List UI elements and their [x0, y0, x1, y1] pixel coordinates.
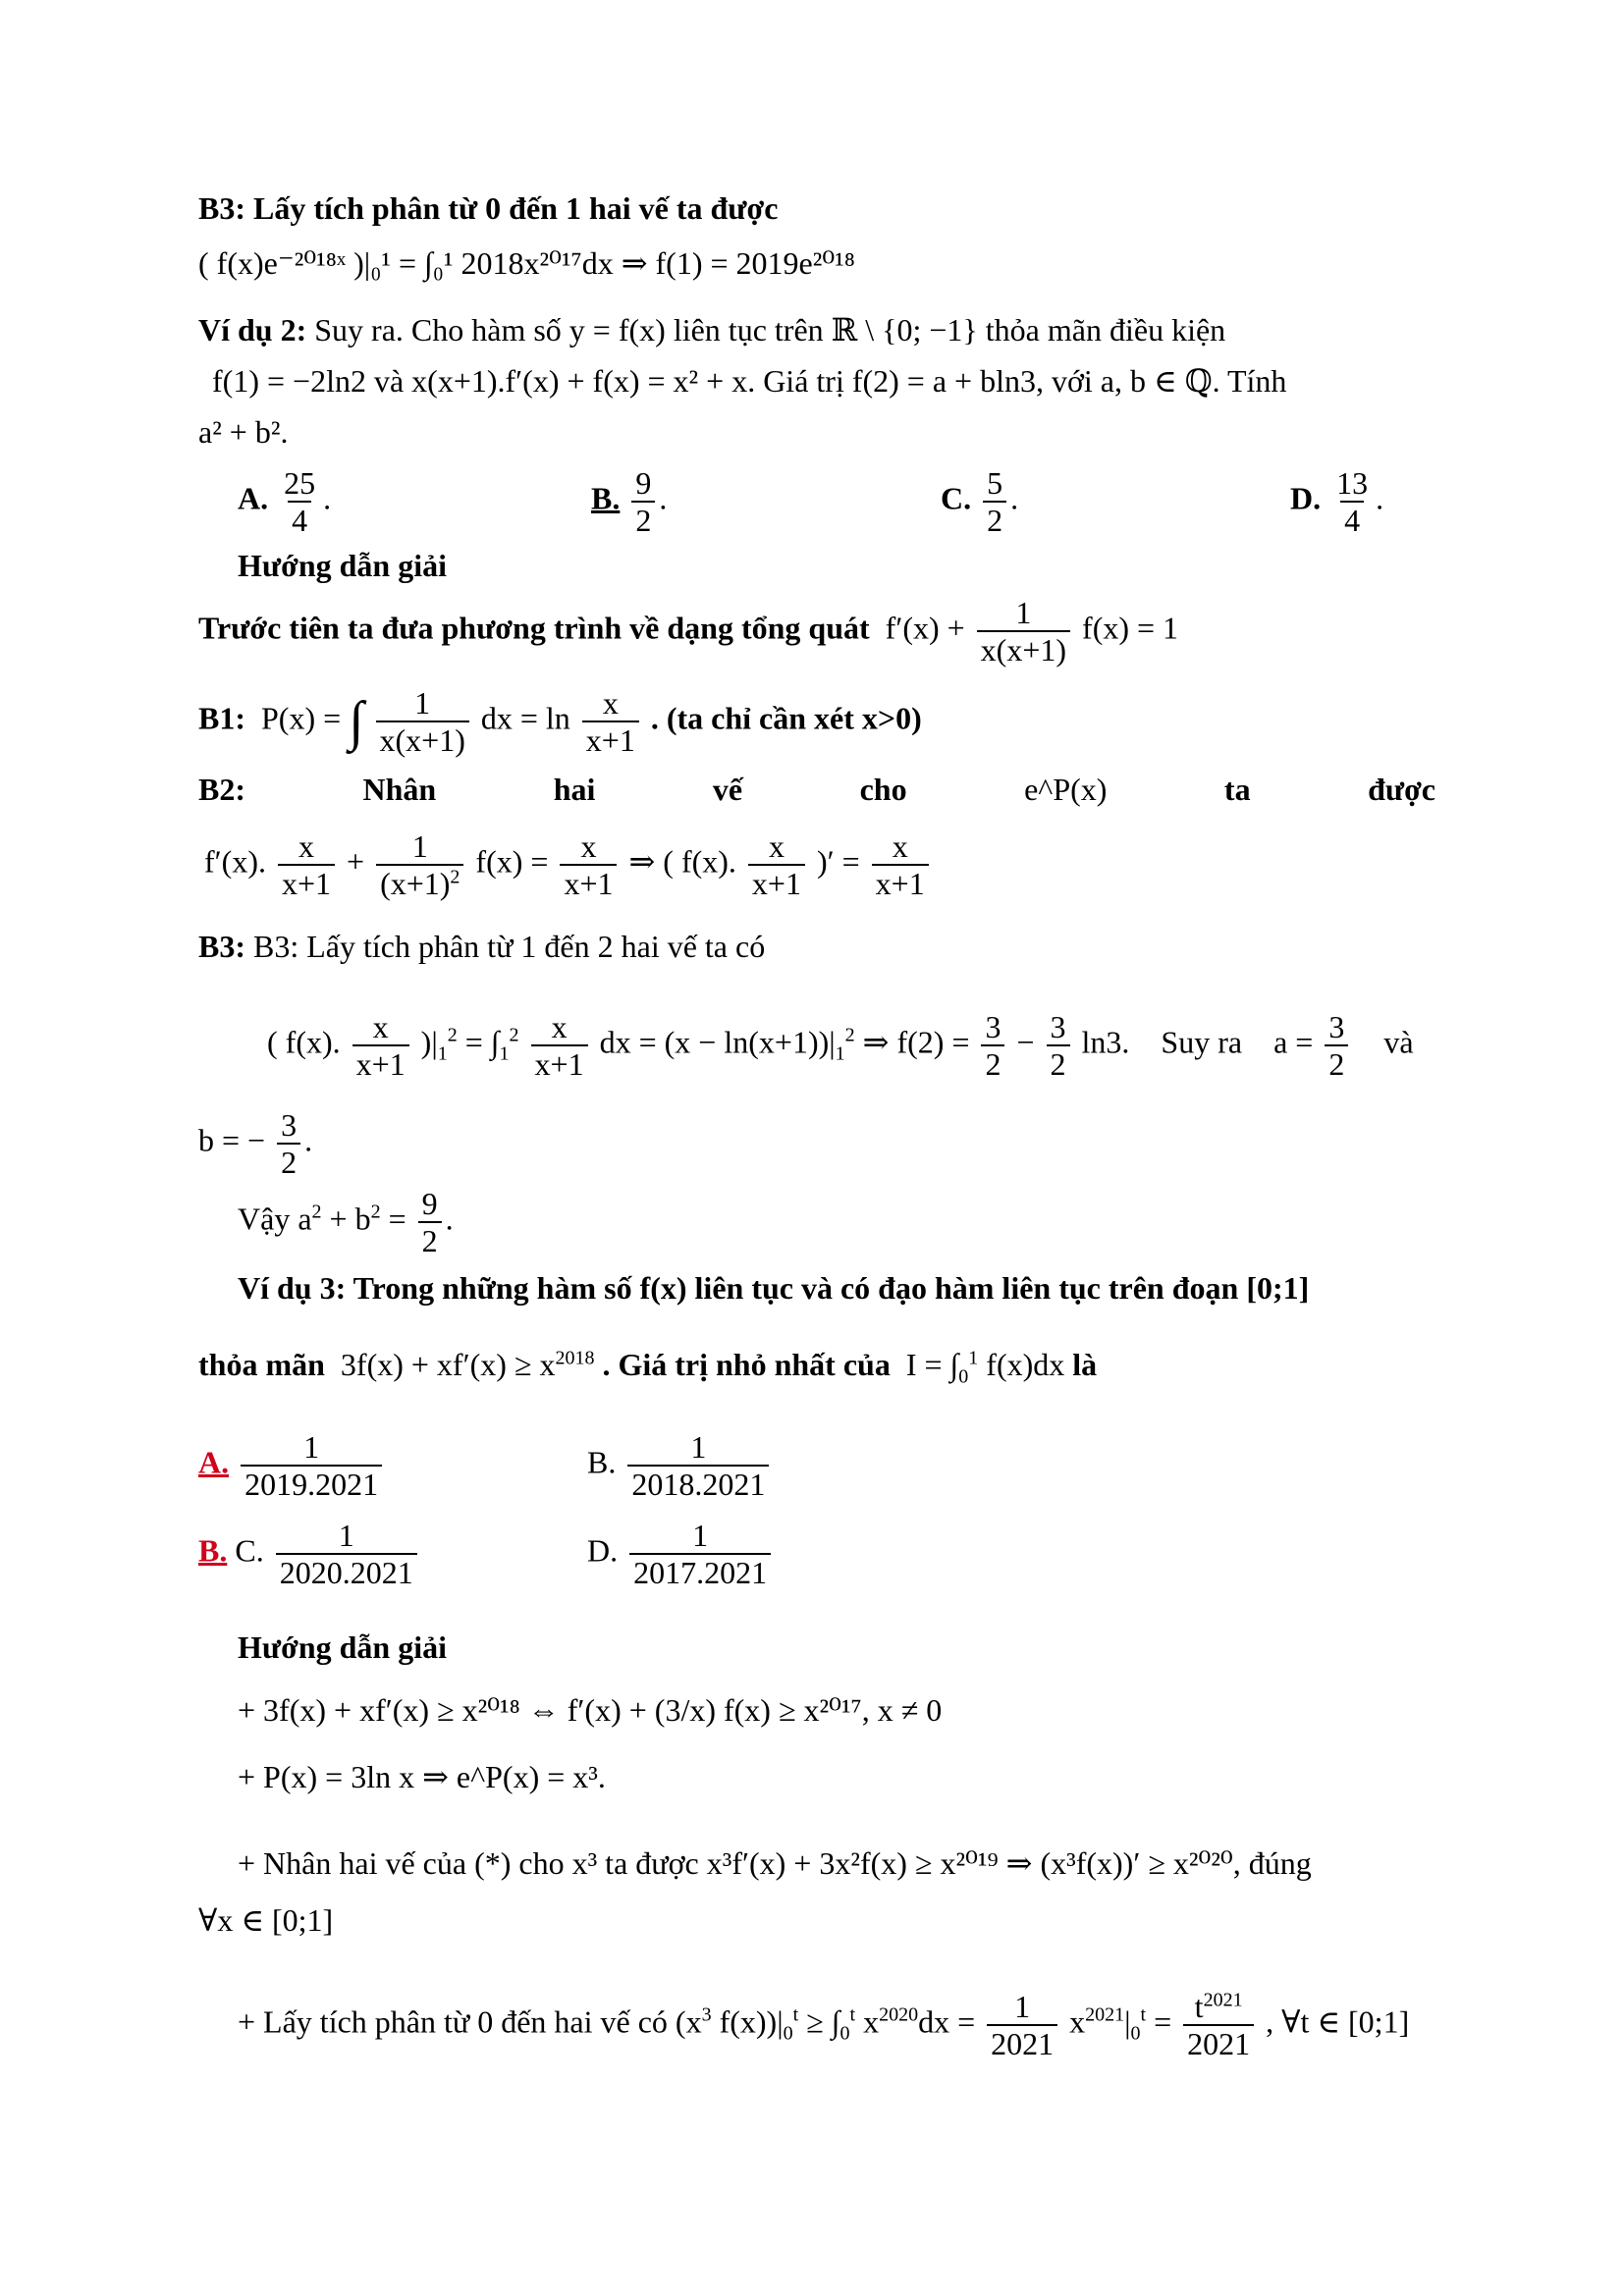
ex3-option-b[interactable]: B. $\frac{1}{2018.2021}$	[587, 1429, 773, 1502]
b2-line: B2: Nhân hai vế cho e^P(x) ta được	[198, 772, 1435, 807]
b3-integral-title: B3: Lấy tích phân từ 0 đến 1 hai vế ta được	[198, 190, 779, 226]
b3-second-formula: ( f(x). $\frac{x}{x+1}$ )$|_1^2 = \int_1^2$ $\frac{x}{x+1}$ dx = $(x - \ln(x+1))|_1^2$ ⇒ f(2) = $\frac{3}{2}$ − $\frac{3}{2}$ ln3. Suy ra a = $\frac{3}{2}$ và	[267, 1009, 1414, 1082]
solution-step-3b: ∀x ∈ [0;1]	[198, 1902, 334, 1938]
option-c[interactable]: C. $\frac{5}{2}$ .	[941, 465, 1019, 538]
solution-heading-2: Hướng dẫn giải	[238, 1629, 447, 1665]
ex3-option-c[interactable]: B. C. $\frac{1}{2020.2021}$	[198, 1518, 421, 1590]
example-2-text-1: Suy ra. Cho hàm số y = f(x) liên tục trên ℝ \ {0; −1} thỏa mãn điều kiện	[314, 312, 1226, 347]
solution-step-2: + P(x) = 3ln x ⇒ e^P(x) = x³.	[238, 1759, 606, 1794]
example-2-line-1	[198, 308, 1435, 351]
ex3-option-a[interactable]: A. $\frac{1}{2019.2021}$	[198, 1429, 386, 1502]
solution-step-3a: + Nhân hai vế của (*) cho x³ ta được x³f′(x) + 3x²f(x) ≥ x²⁰¹⁹ ⇒ (x³f(x))′ ≥ x²⁰²⁰, đúng	[238, 1845, 1312, 1881]
b2-formula: f′(x). $\frac{x}{x+1}$ + $\frac{1}{(x+1)^2}$ f(x) = $\frac{x}{x+1}$ ⇒ ( f(x). $\frac{x}{x+1}$ )′ = $\frac{x}{x+1}$	[204, 828, 933, 901]
example-2-line-3: a² + b².	[198, 414, 289, 450]
b-value-line: b = − $\frac{3}{2}$ .	[198, 1107, 313, 1180]
example-3-line-2: thỏa mãn $3f(x) + xf'(x) \ge x^{2018}$ . Giá trị nhỏ nhất của $I = \int_0^1$ f(x)dx là	[198, 1347, 1098, 1388]
example-2-label: Ví dụ 2:	[198, 312, 307, 347]
option-a[interactable]: A. $\frac{25}{4}$ .	[238, 465, 332, 538]
general-form-fraction: $\frac{1}{x(x+1)}$	[977, 595, 1070, 667]
solution-heading-1: Hướng dẫn giải	[238, 548, 447, 583]
b3-second-title: B3: B3: Lấy tích phân từ 1 đến 2 hai vế ta có	[198, 929, 766, 964]
solution-step-4: + Lấy tích phân từ 0 đến hai vế có ($x^3$ $f(x))|_0^t \ge \int_0^t$ $x^{2020}dx$ = $\frac{1}{2021}$ $x^{2021}|_0^t$ = $\frac{t^{2021}}{2021}$ , ∀t ∈ [0;1]	[238, 1989, 1410, 2061]
solution-step-1: + 3f(x) + xf′(x) ≥ x²⁰¹⁸ ⇔ f′(x) + (3/x) f(x) ≥ x²⁰¹⁷, x ≠ 0	[238, 1692, 943, 1728]
option-d[interactable]: D. $\frac{13}{4}$ .	[1290, 465, 1384, 538]
option-b[interactable]: B. $\frac{9}{2}$ .	[591, 465, 668, 538]
b3-integral-formula: ( f(x)e⁻²⁰¹⁸ˣ )|₀¹ = ∫₀¹ 2018x²⁰¹⁷dx ⇒ f(1) = 2019e²⁰¹⁸	[198, 245, 855, 281]
b1-line: B1: P(x) = ∫ $\frac{1}{x(x+1)}$ dx = ln $\frac{x}{x+1}$ . (ta chỉ cần xét x>0)	[198, 685, 922, 758]
ex3-option-d[interactable]: D. $\frac{1}{2017.2021}$	[587, 1518, 775, 1590]
example-3-line-1: Ví dụ 3: Trong những hàm số f(x) liên tục và có đạo hàm liên tục trên đoạn [0;1]	[238, 1270, 1310, 1306]
example-2-line-2: f(1) = −2ln2 và x(x+1).f′(x) + f(x) = x² + x. Giá trị f(2) = a + bln3, với a, b ∈ ℚ. Tính	[212, 363, 1287, 399]
conclusion-line: Vậy $a^2 + b^2$ = $\frac{9}{2}$ .	[238, 1186, 454, 1258]
general-form-line: Trước tiên ta đưa phương trình về dạng tổng quát f′(x) + $\frac{1}{x(x+1)}$ f(x) = 1	[198, 595, 1179, 667]
